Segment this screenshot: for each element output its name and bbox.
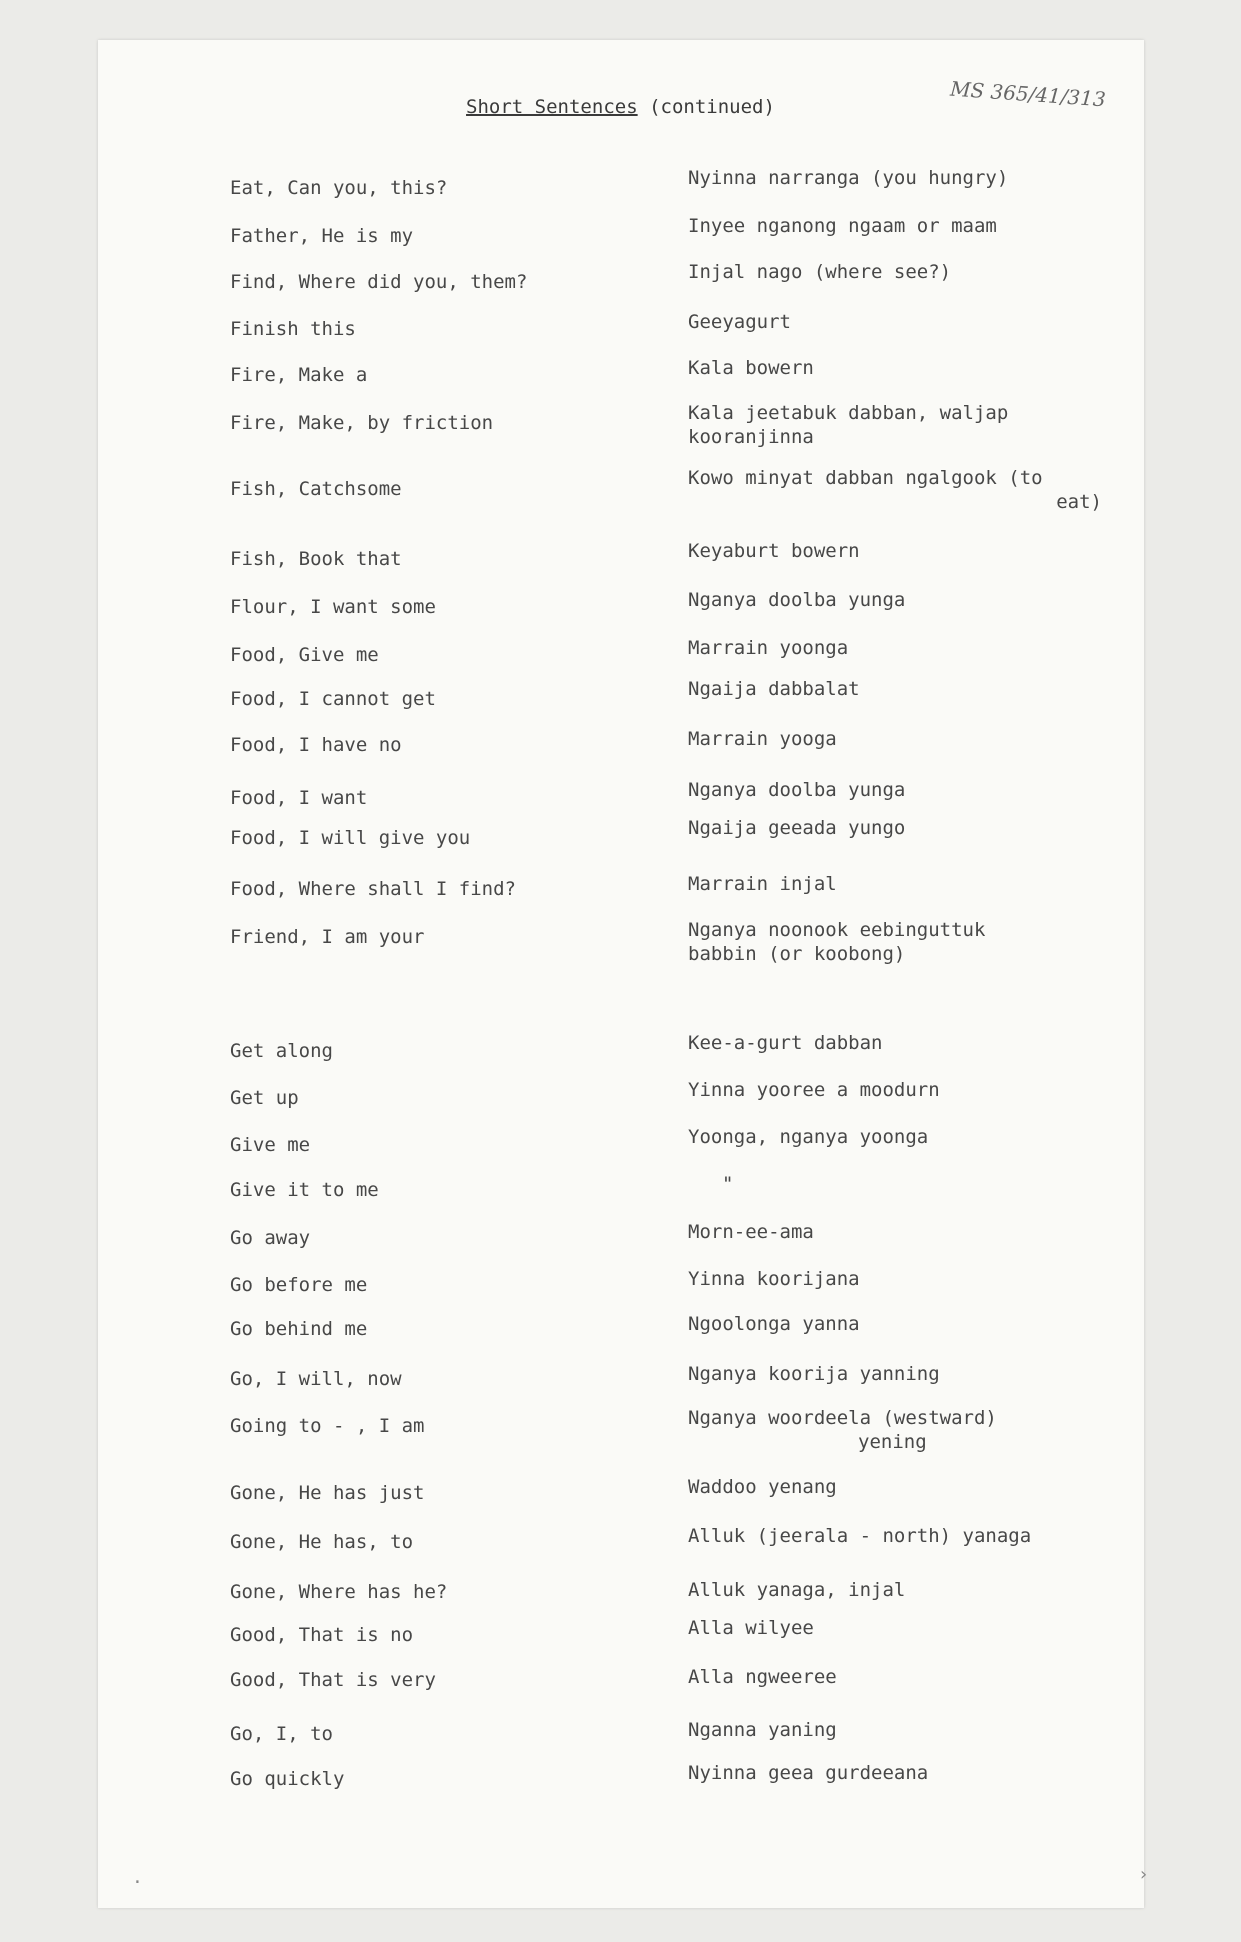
ditto-mark: " (722, 1173, 734, 1195)
archive-reference: MS 365/41/313 (949, 76, 1107, 112)
aboriginal-translation: Marrain yooga (688, 728, 837, 750)
english-phrase: Food, I will give you (230, 827, 471, 849)
translation-line: Kala jeetabuk dabban, waljap (688, 402, 1009, 424)
aboriginal-translation: Nyinna geea gurdeeana (688, 1762, 929, 1784)
aboriginal-translation: Kala bowern (688, 357, 814, 379)
aboriginal-translation: Injal nago (where see?) (688, 261, 952, 283)
english-phrase: Fire, Make a (230, 364, 368, 386)
english-phrase: Get along (230, 1040, 333, 1062)
english-phrase: Fire, Make, by friction (230, 412, 494, 434)
english-phrase: Go quickly (230, 1768, 345, 1790)
aboriginal-translation (688, 918, 1118, 966)
aboriginal-translation: Inyee nganong ngaam or maam (688, 215, 997, 237)
english-phrase: Flour, I want some (230, 596, 436, 618)
english-phrase: Good, That is no (230, 1624, 414, 1646)
english-phrase: Food, Where shall I find? (230, 878, 516, 900)
aboriginal-translation: Nganya doolba yunga (688, 779, 906, 801)
english-phrase: Get up (230, 1087, 299, 1109)
aboriginal-translation: Morn-ee-ama (688, 1221, 814, 1243)
aboriginal-translation: Waddoo yenang (688, 1476, 837, 1498)
translation-line: Nganya noonook eebinguttuk (688, 919, 986, 941)
english-phrase: Go, I will, now (230, 1368, 402, 1390)
aboriginal-translation: Yinna yooree a moodurn (688, 1079, 940, 1101)
aboriginal-translation: Alluk yanaga, injal (688, 1579, 906, 1601)
aboriginal-translation: Nganya doolba yunga (688, 589, 906, 611)
translation-line-continued: yening (858, 1431, 927, 1453)
aboriginal-translation (688, 466, 1118, 514)
aboriginal-translation: Ngaija geeada yungo (688, 817, 906, 839)
english-phrase: Give me (230, 1134, 311, 1156)
aboriginal-translation: Ngaija dabbalat (688, 678, 860, 700)
translation-line: Kowo minyat dabban ngalgook (to (688, 467, 1043, 489)
english-phrase: Food, I have no (230, 734, 402, 756)
english-phrase: Gone, He has, to (230, 1531, 414, 1553)
paper-speck: · (132, 1872, 143, 1893)
aboriginal-translation: Ngoolonga yanna (688, 1313, 860, 1335)
aboriginal-translation: Alla ngweeree (688, 1666, 837, 1688)
aboriginal-translation: Marrain injal (688, 873, 837, 895)
english-phrase: Gone, Where has he? (230, 1581, 448, 1603)
aboriginal-translation: Yinna koorijana (688, 1268, 860, 1290)
translation-line-continued: babbin (or koobong) (688, 943, 906, 965)
aboriginal-translation: Yoonga, nganya yoonga (688, 1126, 929, 1148)
aboriginal-translation: Nyinna narranga (you hungry) (688, 167, 1009, 189)
english-phrase: Go before me (230, 1274, 368, 1296)
aboriginal-translation: Alluk (jeerala - north) yanaga (688, 1525, 1032, 1547)
translation-line-continued: eat) (1056, 491, 1102, 513)
english-phrase: Go behind me (230, 1318, 368, 1340)
english-phrase: Go away (230, 1227, 311, 1249)
english-phrase: Good, That is very (230, 1669, 436, 1691)
translation-line: Nganya woordeela (westward) (688, 1407, 997, 1429)
aboriginal-translation: Keyaburt bowern (688, 540, 860, 562)
page-title: Short Sentences (466, 96, 638, 118)
page-title-suffix: (continued) (649, 96, 775, 118)
english-phrase: Friend, I am your (230, 926, 425, 948)
english-phrase: Find, Where did you, them? (230, 271, 528, 293)
english-phrase: Food, I want (230, 787, 368, 809)
english-phrase: Finish this (230, 318, 356, 340)
english-phrase: Fish, Book that (230, 548, 402, 570)
english-phrase: Going to - , I am (230, 1415, 425, 1437)
aboriginal-translation: Kee-a-gurt dabban (688, 1032, 883, 1054)
english-phrase: Eat, Can you, this? (230, 177, 448, 199)
english-phrase: Fish, Catchsome (230, 478, 402, 500)
english-phrase: Give it to me (230, 1179, 379, 1201)
paper-speck: › (1138, 1864, 1149, 1885)
aboriginal-translation: Nganya koorija yanning (688, 1363, 940, 1385)
english-phrase: Father, He is my (230, 225, 414, 247)
english-phrase: Food, Give me (230, 644, 379, 666)
aboriginal-translation: Geeyagurt (688, 311, 791, 333)
translation-line-continued: kooranjinna (688, 426, 814, 448)
aboriginal-translation (688, 401, 1118, 449)
aboriginal-translation: Nganna yaning (688, 1719, 837, 1741)
english-phrase: Food, I cannot get (230, 688, 436, 710)
aboriginal-translation (688, 1406, 1118, 1454)
aboriginal-translation: Marrain yoonga (688, 637, 849, 659)
aboriginal-translation: Alla wilyee (688, 1617, 814, 1639)
english-phrase: Gone, He has just (230, 1482, 425, 1504)
english-phrase: Go, I, to (230, 1723, 333, 1745)
